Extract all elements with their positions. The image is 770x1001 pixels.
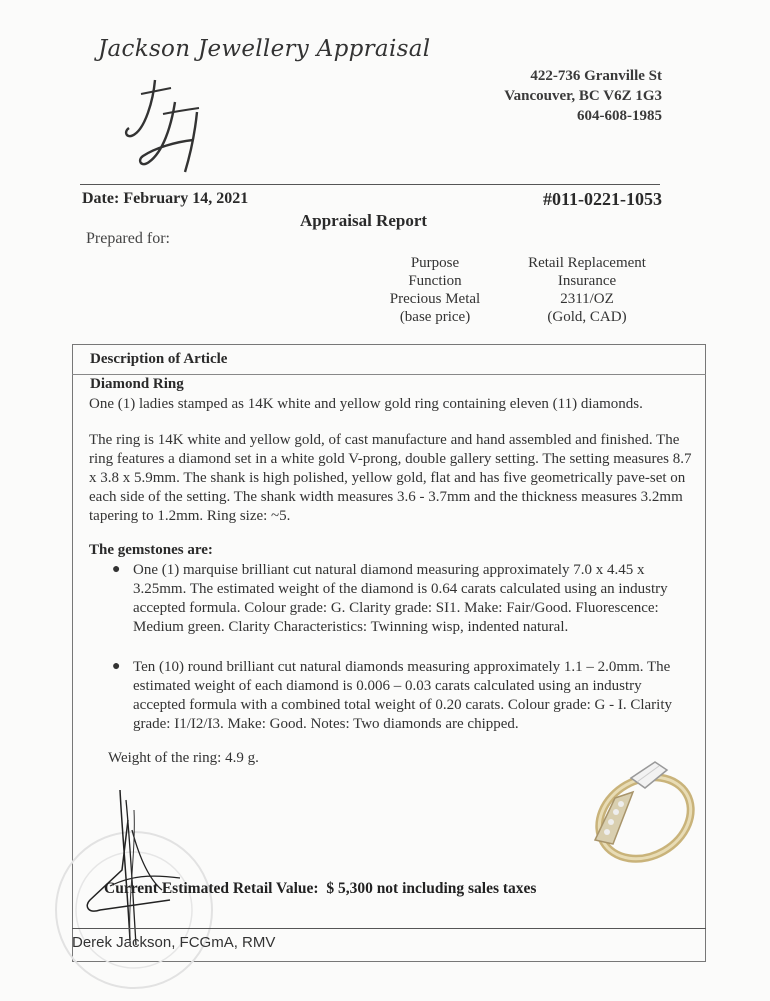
gemstones-heading: The gemstones are: — [89, 542, 213, 558]
appraiser-name: Derek Jackson, FCGmA, RMV — [72, 934, 276, 951]
address-line-1: 422-736 Granville St — [530, 68, 662, 84]
detail-value-base: (Gold, CAD) — [547, 309, 627, 325]
retail-value-amount: $ 5,300 not including sales taxes — [326, 880, 537, 897]
gemstone-item: Ten (10) round brilliant cut natural diamonds measuring approximately 1.1 – 2.0mm. The estimated weight of each diamond is 0.006 – 0.03 carats calculated using an industry accepted formula with a combined total weight of 0.20 carats. Colour grade: G - I. Clarity grade: I1/I2/I3. Make: Good. Notes: Two diamonds are chipped. — [133, 659, 672, 732]
bullet-icon: ● — [112, 562, 121, 577]
detail-value-purpose: Retail Replacement — [528, 255, 646, 271]
company-monogram — [115, 72, 215, 182]
gemstone-item: One (1) marquise brilliant cut natural diamond measuring approximately 7.0 x 4.45 x 3.25mm. The estimated weight of the diamond is 0.64 carats calculated using an industry accepted formula. Colour grade: G. Clarity grade: SI1. Make: Fair/Good. Fluorescence: Medium green. Clarity Characteristics: Twinning wisp, indented natural. — [133, 562, 668, 635]
prepared-for-label: Prepared for: — [86, 230, 170, 247]
detail-label-function: Function — [408, 273, 462, 289]
address-line-2: Vancouver, BC V6Z 1G3 — [504, 88, 662, 104]
report-reference: #011-0221-1053 — [543, 189, 662, 209]
detail-label-metal: Precious Metal — [389, 291, 481, 307]
description-heading: Description of Article — [90, 351, 228, 367]
signature-line — [72, 928, 706, 929]
item-intro: One (1) ladies stamped as 14K white and yellow gold ring containing eleven (11) diamonds. — [89, 396, 643, 412]
bullet-icon: ● — [112, 659, 121, 674]
item-title: Diamond Ring — [90, 376, 184, 392]
box-header-divider — [72, 374, 706, 375]
header-divider — [80, 184, 660, 185]
details-values — [512, 254, 662, 326]
retail-value — [104, 880, 536, 898]
detail-value-function: Insurance — [557, 273, 617, 289]
company-address — [504, 66, 662, 126]
report-title: Appraisal Report — [300, 211, 428, 230]
appraiser-signature — [70, 790, 200, 950]
item-description: The ring is 14K white and yellow gold, of cast manufacture and hand assembled and finished. The ring features a diamond set in a white gold V-prong, double gallery setting. The setting measures 8.7 x 3.8 x 5.9mm. The shank is high polished, yellow gold, flat and has five geometrically pave-set on each side of the setting. The shank width measures 3.6 - 3.7mm and the thickness measures 3.2mm tapering to 1.2mm. Ring size: ~5. — [89, 432, 692, 524]
detail-value-metal: 2311/OZ — [560, 291, 614, 307]
company-name: Jackson Jewellery Appraisal — [98, 36, 431, 62]
report-date: Date: February 14, 2021 — [82, 190, 249, 207]
phone-number: 604-608-1985 — [577, 108, 662, 124]
detail-label-base: (base price) — [399, 309, 471, 325]
ring-weight: Weight of the ring: 4.9 g. — [108, 750, 259, 766]
ring-photo — [585, 748, 705, 868]
details-labels — [380, 254, 490, 326]
retail-value-label: Current Estimated Retail Value: — [104, 880, 319, 897]
detail-label-purpose: Purpose — [410, 255, 460, 271]
